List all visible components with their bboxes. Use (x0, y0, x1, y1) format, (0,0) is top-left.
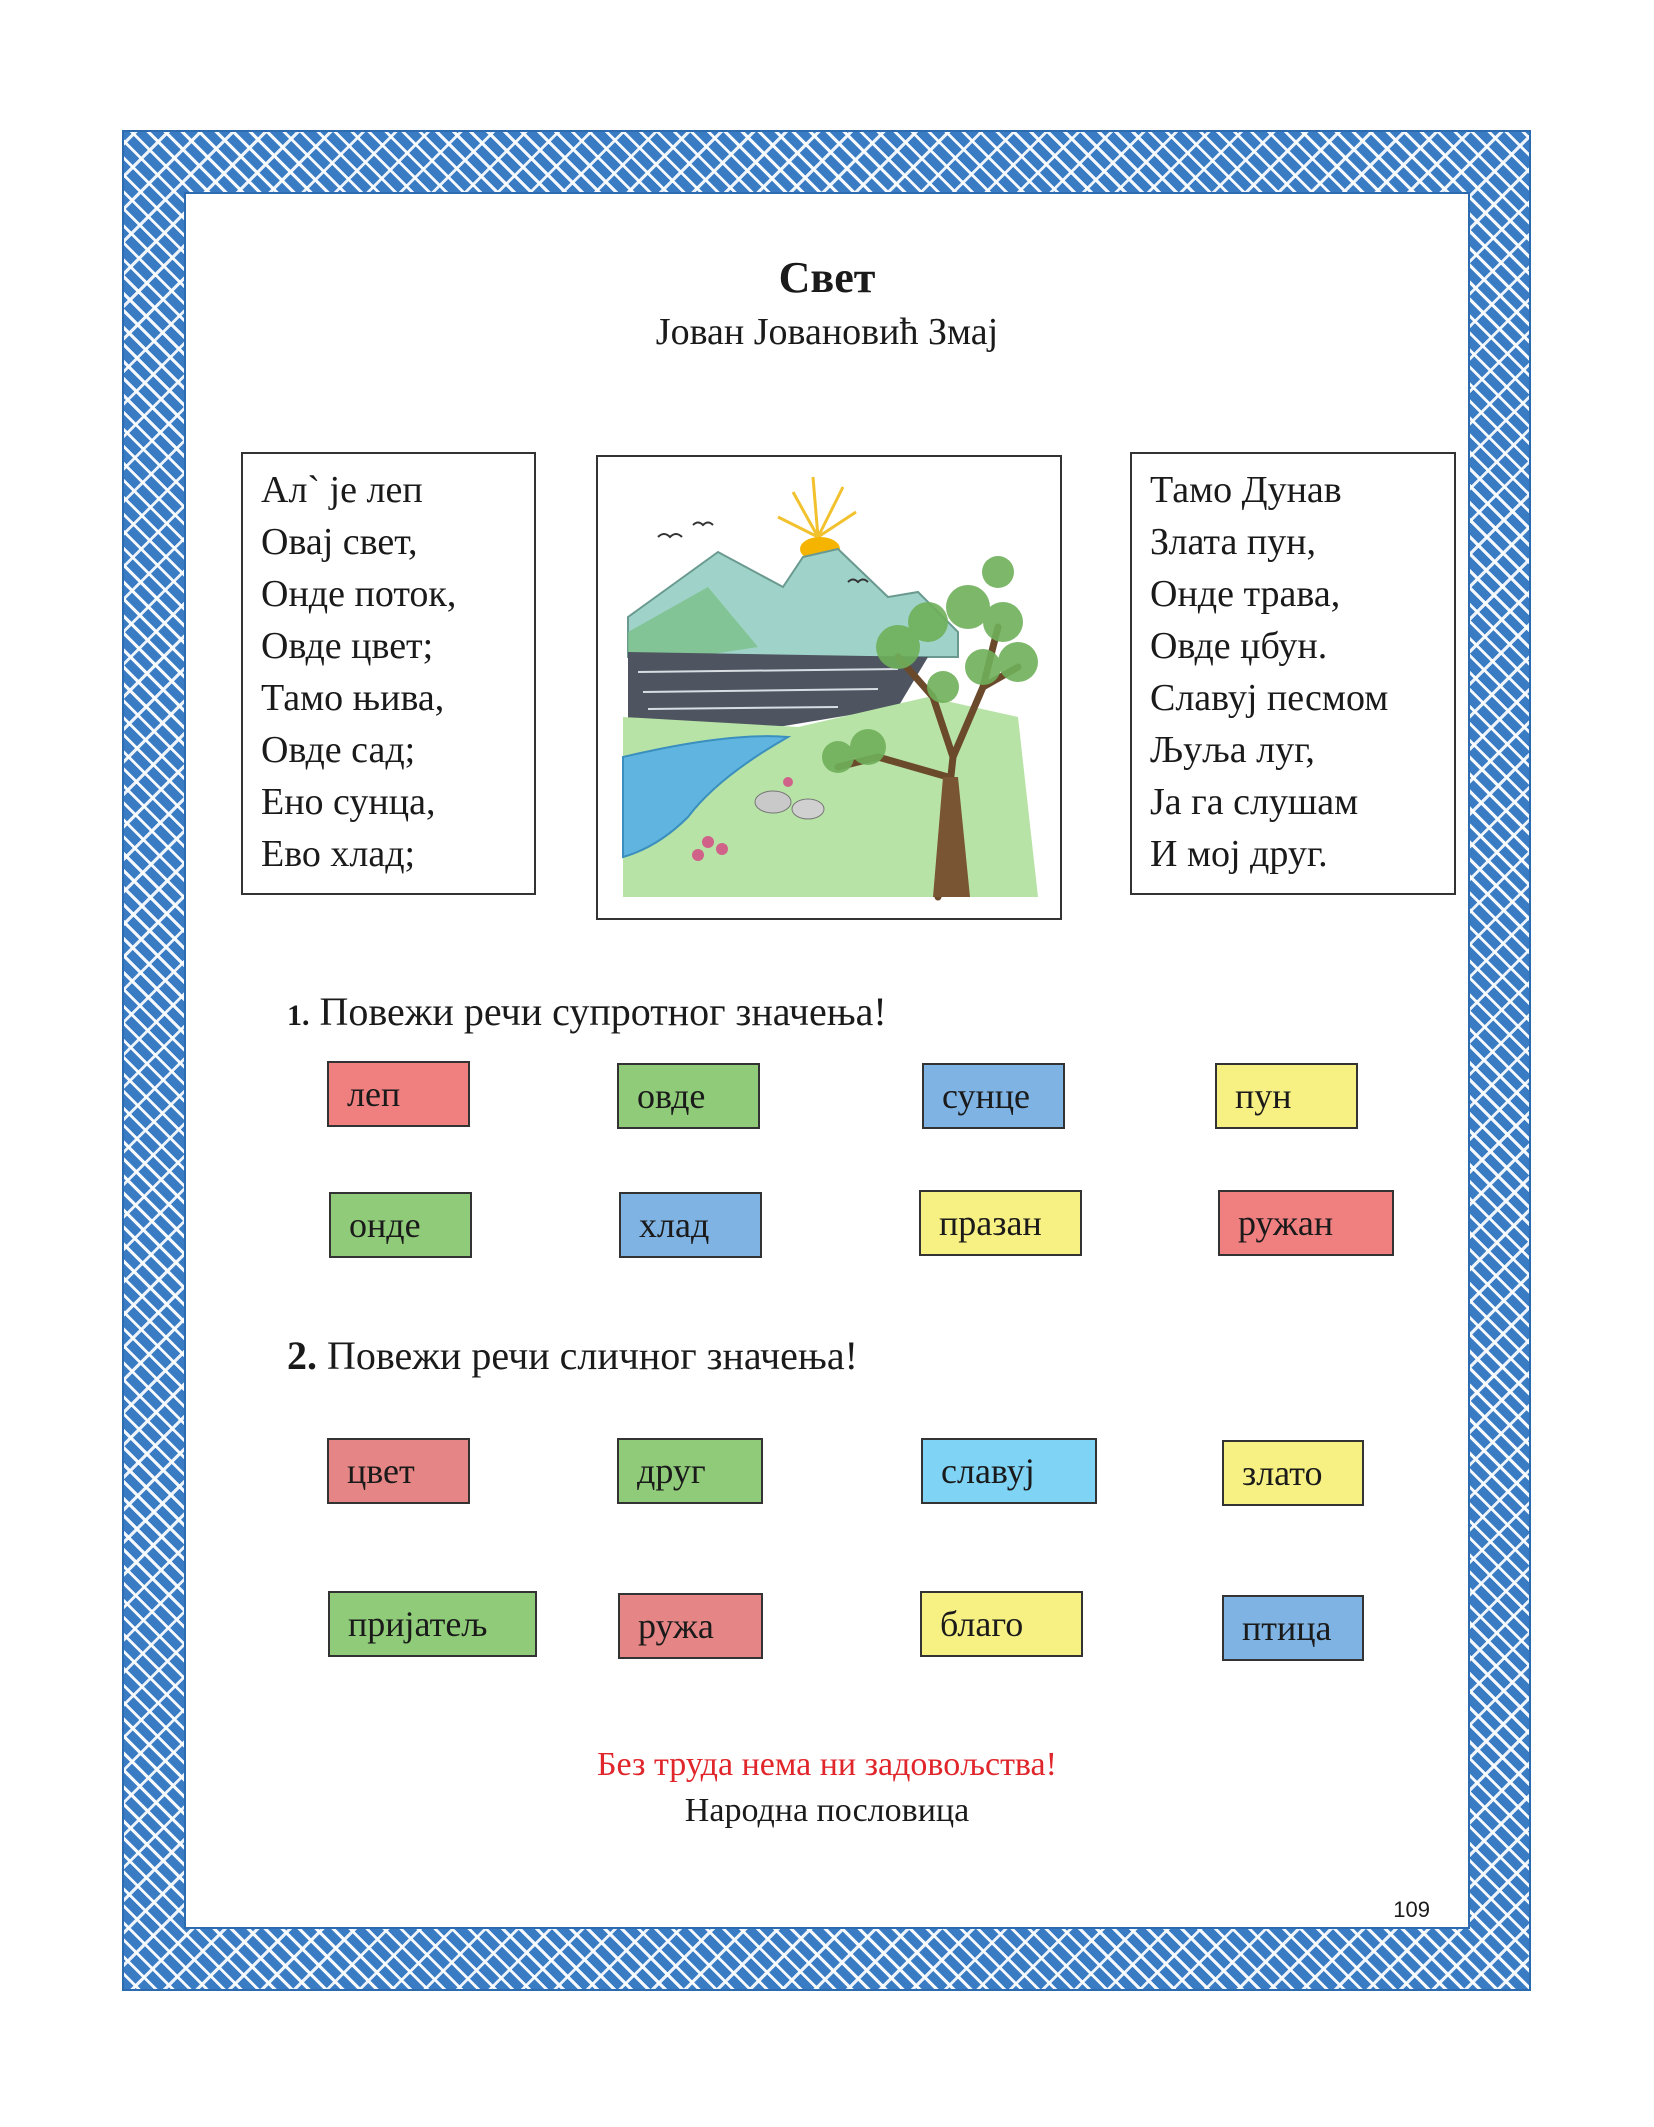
foliage (982, 556, 1014, 588)
word-card[interactable]: цвет (327, 1438, 470, 1504)
left-stanza (241, 452, 536, 895)
word-card[interactable]: ружан (1218, 1190, 1394, 1256)
word-card[interactable]: друг (617, 1438, 763, 1504)
foliage (850, 729, 886, 765)
bird-icon (693, 523, 713, 526)
foliage (822, 741, 854, 773)
task-text: Повежи речи супротног значења! (319, 989, 887, 1034)
word-card[interactable]: леп (327, 1061, 470, 1127)
word-card[interactable]: ружа (618, 1593, 763, 1659)
stanza-line: И мој друг. (1150, 833, 1328, 875)
proverb-source: Народна пословица (684, 1792, 970, 1829)
flower-icon (783, 777, 793, 787)
stanza-line: Овде цвет; (261, 625, 434, 667)
stanza-line: Тамо Дунав (1150, 469, 1342, 511)
foliage (927, 671, 959, 703)
flower-icon (716, 843, 728, 855)
stanza-line: Ал` је леп (261, 469, 423, 511)
landscape-drawing (598, 457, 1060, 918)
task-number: 1. (287, 999, 310, 1032)
stanza-line: Ја га слушам (1150, 781, 1359, 823)
foliage (908, 602, 948, 642)
word-card[interactable]: празан (919, 1190, 1082, 1256)
stanza-line: Ено сунца, (261, 781, 436, 823)
bird-icon (658, 534, 682, 537)
task-text: Повежи речи сличног значења! (327, 1333, 858, 1378)
poem-author: Јован Јовановић Змај (655, 311, 999, 353)
stanza-line: Злата пун, (1150, 521, 1316, 563)
word-card[interactable]: хлад (619, 1192, 762, 1258)
stanza-line: Онде трава, (1150, 573, 1341, 615)
word-card[interactable]: злато (1222, 1440, 1364, 1506)
stanza-line: Ево хлад; (261, 833, 416, 875)
foliage (965, 649, 1001, 685)
foliage (998, 642, 1038, 682)
proverb: Без труда нема ни задовољства! (597, 1746, 1057, 1783)
task-number: 2. (287, 1333, 317, 1378)
word-card[interactable]: птица (1222, 1595, 1364, 1661)
landscape-illustration (596, 455, 1062, 920)
stanza-line: Онде поток, (261, 573, 457, 615)
word-card[interactable]: пријатељ (328, 1591, 537, 1657)
word-card[interactable]: онде (329, 1192, 472, 1258)
stanza-line: Овај свет, (261, 521, 418, 563)
word-card[interactable]: овде (617, 1063, 760, 1129)
flower-icon (692, 849, 704, 861)
word-card[interactable]: благо (920, 1591, 1083, 1657)
task-1-instruction (287, 988, 887, 1035)
stone (792, 799, 824, 819)
stanza-line: Славуј песмом (1150, 677, 1389, 719)
poem-title: Свет (778, 253, 876, 302)
stanza-line: Тамо њива, (261, 677, 445, 719)
task-2-instruction (287, 1332, 858, 1379)
word-card[interactable]: сунце (922, 1063, 1065, 1129)
stanza-line: Овде џбун. (1150, 625, 1328, 667)
stanza-line: Овде сад; (261, 729, 416, 771)
word-card[interactable]: славуј (921, 1438, 1097, 1504)
page-number: 109 (1393, 1897, 1430, 1922)
word-card[interactable]: пун (1215, 1063, 1358, 1129)
right-stanza (1130, 452, 1456, 895)
flower-icon (702, 836, 714, 848)
foliage (983, 602, 1023, 642)
stanza-line: Љуља луг, (1150, 729, 1315, 771)
stone (755, 791, 791, 813)
